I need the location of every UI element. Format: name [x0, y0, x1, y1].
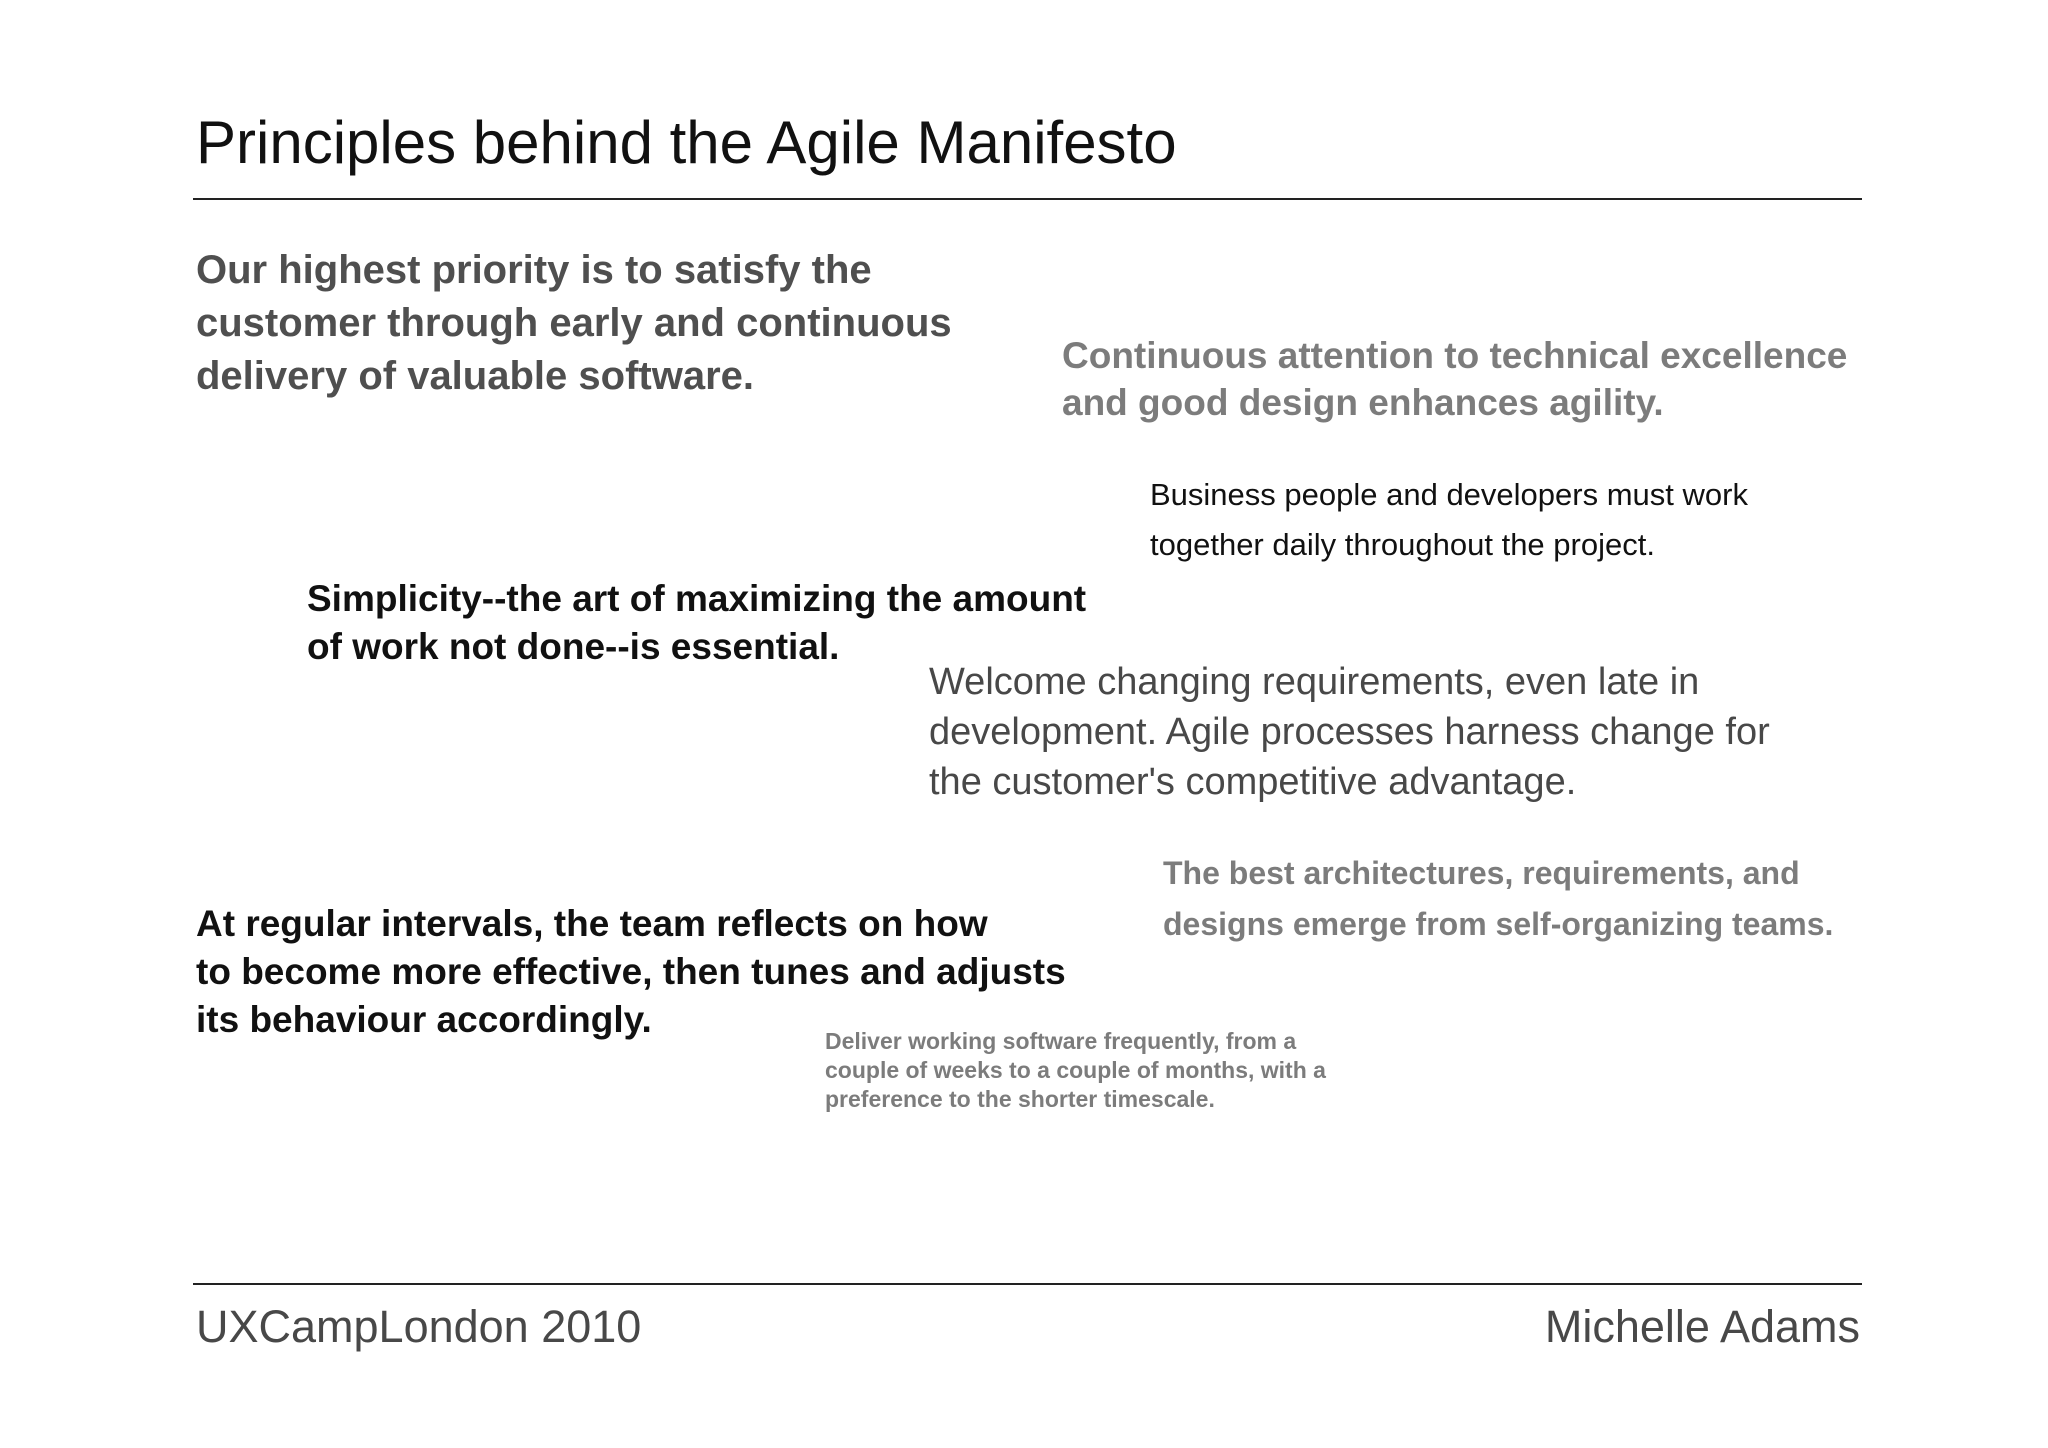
- footer-event: UXCampLondon 2010: [196, 1301, 642, 1352]
- title-divider: [193, 198, 1862, 200]
- footer-divider: [193, 1283, 1862, 1285]
- principle-customer-satisfaction: Our highest priority is to satisfy the customer through early and continuous delivery of valuable software.: [196, 248, 952, 398]
- slide-title: Principles behind the Agile Manifesto: [196, 109, 1177, 176]
- principle-self-organizing: The best architectures, requirements, and designs emerge from self-organizing teams.: [1163, 855, 1834, 942]
- principle-reflection: At regular intervals, the team reflects on how to become more effective, then tunes and adjusts its behaviour accordingly.: [196, 903, 1066, 1040]
- principle-frequent-delivery: Deliver working software frequently, from a couple of weeks to a couple of months, with a preference to the shorter timescale.: [825, 1028, 1326, 1112]
- principle-simplicity: Simplicity--the art of maximizing the amount of work not done--is essential.: [307, 578, 1087, 667]
- principle-technical-excellence: Continuous attention to technical excellence and good design enhances agility.: [1062, 335, 1848, 423]
- principle-welcome-change: Welcome changing requirements, even late in development. Agile processes harness change for the customer's competitive advantage.: [929, 661, 1770, 803]
- principle-business-developers: Business people and developers must work together daily throughout the project.: [1150, 477, 1748, 562]
- footer-author: Michelle Adams: [1544, 1301, 1860, 1352]
